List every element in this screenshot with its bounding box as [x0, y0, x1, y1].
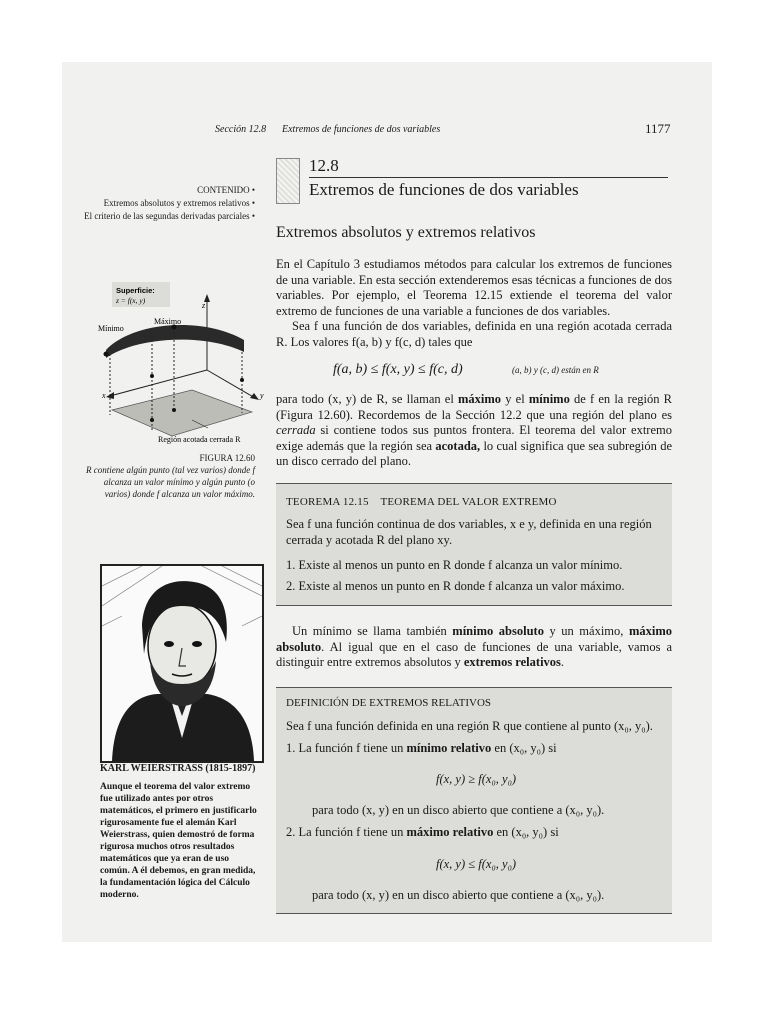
z-axis-label: z	[202, 301, 206, 310]
definition-heading: DEFINICIÓN DE EXTREMOS RELATIVOS	[286, 697, 492, 709]
theorem-name: TEOREMA DEL VALOR EXTREMO	[380, 496, 557, 508]
portrait-image	[102, 566, 262, 761]
paragraph-text: En el Capítulo 3 estudiamos métodos para calcular los extremos de funciones de una variable. En esta sección extenderemos esas técnicas a funciones de dos variables. Por ejemplo, el Teorema 12.15 extiende el teorema del valor extremo de funciones de una variable a funciones de dos variables.	[276, 257, 672, 318]
term-maximo-relativo: máximo relativo	[406, 825, 494, 839]
theorem-item: 2. Existe al menos un punto en R donde f alcanza un valor máximo.	[286, 579, 625, 593]
definition-item-2	[286, 824, 559, 840]
y-axis-label: y	[260, 391, 264, 400]
text-run: Un mínimo se llama también	[292, 624, 453, 638]
figure-caption-title: FIGURA 12.60	[199, 453, 255, 463]
equation-max: f(x, y) ≤ f(x₀, y₀)	[436, 857, 517, 871]
region-r	[112, 390, 252, 436]
maximo-label: Máximo	[154, 317, 182, 326]
equation-bounds: f(a, b) ≤ f(x, y) ≤ f(c, d)	[333, 362, 463, 377]
point	[172, 408, 176, 412]
region-label: Región acotada cerrada R	[158, 435, 241, 444]
portrait-weierstrass	[100, 564, 264, 763]
section-rule	[309, 177, 668, 178]
theorem-statement: Sea f una función continua de dos variables, x e y, definida en una región cerrada y acotada R del plano xy.	[286, 517, 652, 547]
figure-12-60	[92, 280, 272, 455]
text-run: 2. La función f tiene un	[286, 825, 407, 839]
theorem-heading	[286, 496, 557, 508]
surface-equation: z = f(x, y)	[116, 296, 146, 305]
definition-item-1	[286, 740, 557, 756]
section-title: Extremos de funciones de dos variables	[309, 180, 579, 199]
definition-condition: para todo (x, y) en un disco abierto que contiene a (x₀, y₀).	[312, 803, 605, 817]
equation-note: (a, b) y (c, d) están en R	[512, 365, 599, 375]
header-title: Extremos de funciones de dos variables	[282, 124, 441, 135]
term-minimo-relativo: mínimo relativo	[406, 741, 492, 755]
text-run: y el	[501, 392, 529, 406]
paragraph-max-min	[276, 392, 672, 470]
paragraph-intro	[276, 257, 672, 350]
theorem-item: 1. Existe al menos un punto en R donde f alcanza un valor mínimo.	[286, 558, 623, 572]
surface	[106, 325, 244, 358]
text-run: lo cual significa que sea subregión de un disco cerrado del plano.	[276, 438, 672, 468]
term-minimo-absoluto: mínimo absoluto	[452, 624, 544, 638]
term-cerrada: cerrada	[276, 423, 316, 437]
equation-min: f(x, y) ≥ f(x₀, y₀)	[436, 772, 517, 786]
bio-title: KARL WEIERSTRASS (1815-1897)	[100, 763, 256, 774]
term-acotada: acotada,	[435, 438, 481, 453]
definition-condition: para todo (x, y) en un disco abierto que contiene a (x₀, y₀).	[312, 888, 605, 902]
contents-item: Extremos absolutos y extremos relativos •	[103, 198, 255, 208]
subheading: Extremos absolutos y extremos relativos	[276, 224, 536, 241]
text-run: y un máximo,	[543, 624, 629, 638]
text-run: si contiene todos sus puntos frontera. El teorema del valor extremo exige además que la región sea	[276, 423, 672, 453]
page-number: 1177	[645, 121, 671, 136]
definition-intro: Sea f una función definida en una región R que contiene al punto (x₀, y₀).	[286, 719, 653, 733]
text-run: para todo (x, y) de R, se llaman el	[276, 392, 458, 406]
term-maximo: máximo	[458, 392, 502, 406]
term-maximo-absoluto: máximo absoluto	[276, 624, 672, 654]
text-run: en (x₀, y₀) si	[493, 825, 559, 839]
figure-caption-text: R contiene algún punto (tal vez varios) donde f alcanza un valor mínimo y algún punto (o varios) donde f alcanza un valor máximo.	[86, 465, 255, 499]
text-run: 1. La función f tiene un	[286, 741, 407, 755]
contents-heading: CONTENIDO •	[197, 185, 255, 195]
header-section: Sección 12.8	[215, 124, 267, 135]
contents-item: El criterio de las segundas derivadas parciales •	[84, 211, 255, 221]
figure-caption	[80, 452, 255, 500]
text-run: en (x₀, y₀) si	[491, 741, 557, 755]
term-extremos-relativos: extremos relativos	[463, 655, 561, 669]
y-axis	[207, 370, 255, 398]
minimum-point	[104, 352, 109, 357]
contents-box	[80, 184, 255, 223]
text-run: . Al igual que en el caso de funciones de una variable, vamos a distinguir entre extremos absolutos y	[276, 639, 672, 669]
minimo-label: Mínimo	[98, 324, 124, 333]
surface-label: Superficie:	[116, 286, 155, 295]
paragraph-text: Sea f una función de dos variables, definida en una región acotada cerrada R. Los valores f(a, b) y f(c, d) tales que	[276, 319, 672, 349]
section-number: 12.8	[309, 156, 339, 175]
term-minimo: mínimo	[528, 392, 570, 406]
bio-text: Aunque el teorema del valor extremo fue utilizado antes por otros matemáticos, el primero en justificarlo rigurosamente fue el alemán Karl Weierstrass, quien demostró de forma rigurosa muchos otros resultados matemáticos que ya eran de uso común. A él debemos, en gran medida, la fundamentación lógica del Cálculo moderno.	[100, 782, 257, 900]
point	[240, 378, 244, 382]
x-axis-label: x	[102, 391, 106, 400]
paragraph-absolute	[276, 624, 672, 671]
text-run: .	[560, 655, 565, 669]
y-axis-arrow	[250, 393, 259, 400]
point	[150, 374, 154, 378]
theorem-label: TEOREMA 12.15	[286, 496, 369, 508]
point	[150, 418, 154, 422]
text-run: de f en la región R (Figura 12.60). Recordemos de la Sección 12.2 que una región del plano es	[276, 392, 672, 422]
section-icon	[276, 158, 300, 204]
